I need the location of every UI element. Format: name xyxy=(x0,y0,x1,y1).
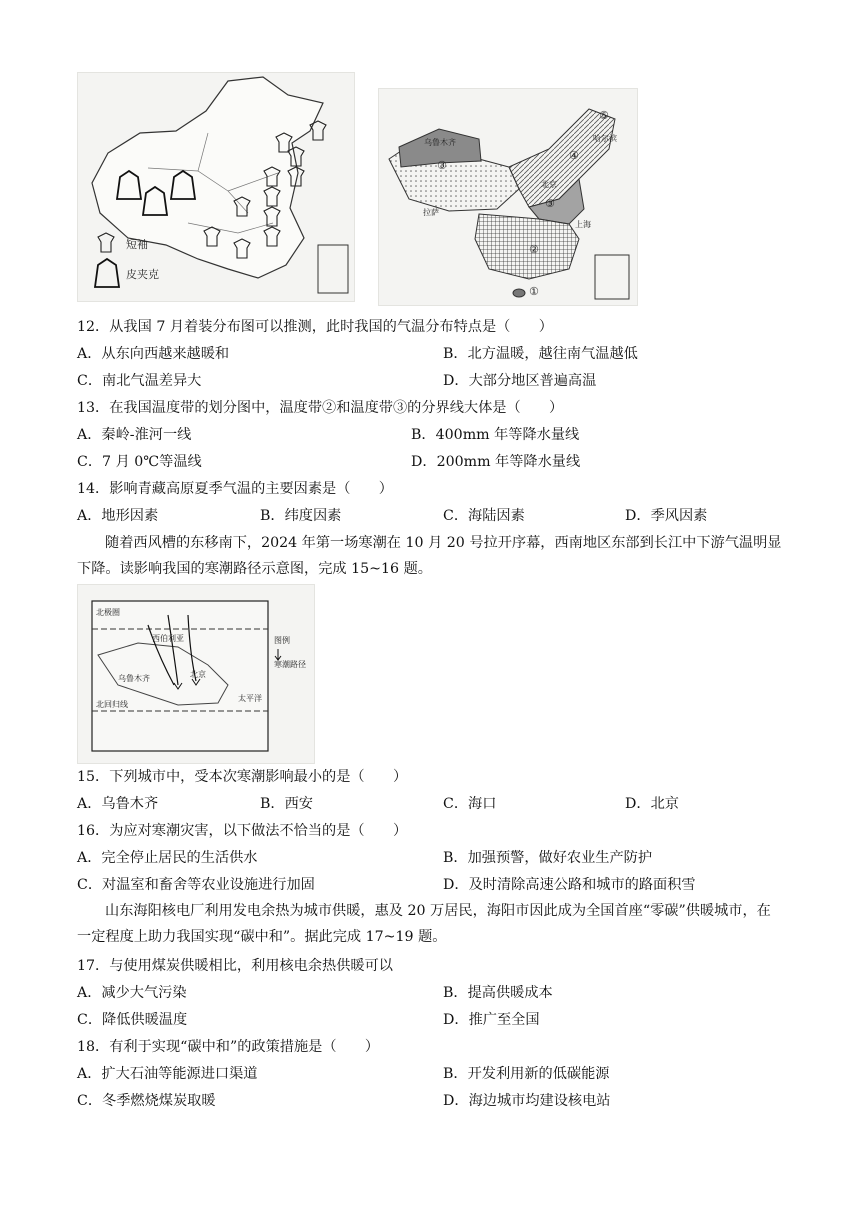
question-16-option-c: C．对温室和畜舍等农业设施进行加固 xyxy=(77,877,315,893)
question-15-stem: 15．下列城市中，受本次寒潮影响最小的是（ ） xyxy=(77,769,408,785)
legend-title: 图例 xyxy=(274,636,290,645)
question-13-option-d: D．200mm 年等降水量线 xyxy=(411,454,581,470)
question-17-stem: 17．与使用煤炭供暖相比，利用核电余热供暖可以 xyxy=(77,958,393,974)
question-14-option-c: C．海陆因素 xyxy=(443,508,525,524)
city-urumqi: 乌鲁木齐 xyxy=(424,138,456,147)
question-18-option-b: B．开发利用新的低碳能源 xyxy=(443,1066,610,1082)
question-13-option-b: B．400mm 年等降水量线 xyxy=(411,427,580,443)
question-13-option-a: A．秦岭-淮河一线 xyxy=(77,427,192,443)
temperature-zone-map-figure xyxy=(378,88,638,306)
question-15-option-a: A．乌鲁木齐 xyxy=(77,796,159,812)
question-12-option-a: A．从东向西越来越暖和 xyxy=(77,346,230,362)
label-urumqi: 乌鲁木齐 xyxy=(118,674,150,683)
coldwave-path-map-figure xyxy=(77,584,315,764)
question-15-option-b: B．西安 xyxy=(260,796,313,812)
zone-3-east: ③ xyxy=(545,197,555,210)
nuclear-passage: 山东海阳核电厂利用发电余热为城市供暖，惠及 20 万居民，海阳市因此成为全国首座“零碳”供暖城市，在一定程度上助力我国实现“碳中和”。据此完成 17~19 题。 xyxy=(77,903,771,945)
zone-3-west: ③ xyxy=(437,159,447,172)
label-tropic-of-cancer: 北回归线 xyxy=(96,700,128,709)
city-lhasa: 拉萨 xyxy=(423,208,439,217)
zone-5: ⑤ xyxy=(599,109,609,122)
question-13-option-c: C．7 月 0℃等温线 xyxy=(77,454,202,470)
label-arctic-circle: 北极圈 xyxy=(96,608,120,617)
legend-cold-wave-path: 寒潮路径 xyxy=(274,660,306,669)
question-16-option-d: D．及时清除高速公路和城市的路面积雪 xyxy=(443,877,696,893)
zone-2: ② xyxy=(529,243,539,256)
temperature-zone-map-svg xyxy=(379,89,637,305)
city-harbin: 哈尔滨 xyxy=(593,134,617,143)
question-18-option-c: C．冬季燃烧煤炭取暖 xyxy=(77,1093,216,1109)
question-17-option-b: B．提高供暖成本 xyxy=(443,985,553,1001)
question-18-option-d: D．海边城市均建设核电站 xyxy=(443,1093,611,1109)
zone-4: ④ xyxy=(569,149,579,162)
question-17-option-c: C．降低供暖温度 xyxy=(77,1012,188,1028)
question-12-option-d: D．大部分地区普遍高温 xyxy=(443,373,597,389)
question-13-stem: 13．在我国温度带的划分图中，温度带②和温度带③的分界线大体是（ ） xyxy=(77,400,564,416)
question-18-stem: 18．有利于实现“碳中和”的政策措施是（ ） xyxy=(77,1039,380,1055)
question-15-option-d: D．北京 xyxy=(625,796,679,812)
question-14-option-b: B．纬度因素 xyxy=(260,508,342,524)
city-beijing: 北京 xyxy=(541,180,557,189)
question-15-option-c: C．海口 xyxy=(443,796,497,812)
question-14-option-a: A．地形因素 xyxy=(77,508,159,524)
question-16-option-b: B．加强预警，做好农业生产防护 xyxy=(443,850,653,866)
label-siberia: 西伯利亚 xyxy=(152,634,184,643)
label-beijing: 北京 xyxy=(190,670,206,679)
legend-leather-jacket: 皮夹克 xyxy=(126,268,159,281)
question-12-stem: 12．从我国 7 月着装分布图可以推测，此时我国的气温分布特点是（ ） xyxy=(77,319,553,335)
question-16-stem: 16．为应对寒潮灾害，以下做法不恰当的是（ ） xyxy=(77,823,408,839)
question-16-option-a: A．完全停止居民的生活供水 xyxy=(77,850,258,866)
question-14-stem: 14．影响青藏高原夏季气温的主要因素是（ ） xyxy=(77,481,393,497)
question-17-option-d: D．推广至全国 xyxy=(443,1012,540,1028)
coldwave-path-map-svg xyxy=(78,585,314,763)
question-17-option-a: A．减少大气污染 xyxy=(77,985,187,1001)
legend-short-sleeve: 短袖 xyxy=(126,238,148,251)
question-18-option-a: A．扩大石油等能源进口渠道 xyxy=(77,1066,258,1082)
city-shanghai: 上海 xyxy=(575,220,591,229)
coldwave-passage: 随着西风槽的东移南下，2024 年第一场寒潮在 10 月 20 号拉开序幕，西南地区东部到长江中下游气温明显下降。读影响我国的寒潮路径示意图，完成 15~16 题。 xyxy=(77,535,782,577)
zone-1: ① xyxy=(529,285,539,298)
clothing-map-svg xyxy=(78,73,354,301)
question-12-option-c: C．南北气温差异大 xyxy=(77,373,202,389)
question-12-option-b: B．北方温暖，越往南气温越低 xyxy=(443,346,638,362)
clothing-map-figure xyxy=(77,72,355,302)
label-pacific: 太平洋 xyxy=(238,694,262,703)
question-14-option-d: D．季风因素 xyxy=(625,508,708,524)
